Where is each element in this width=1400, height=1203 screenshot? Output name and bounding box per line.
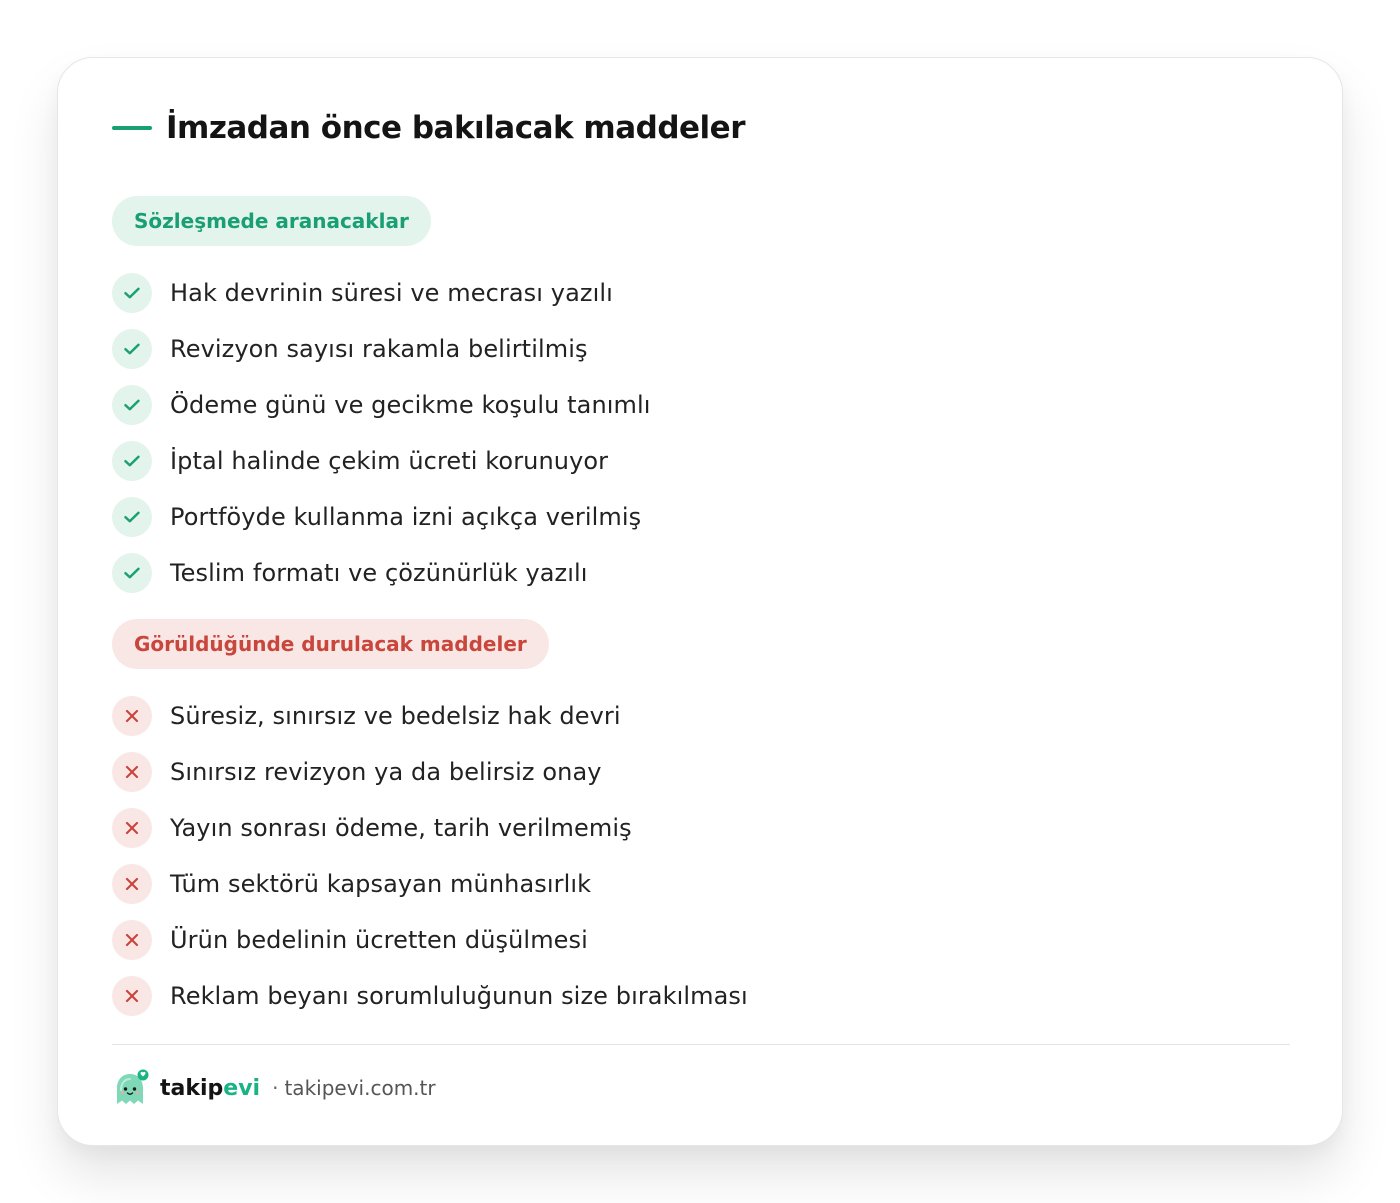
good-items-list xyxy=(112,265,651,601)
page-title: İmzadan önce bakılacak maddeler xyxy=(166,110,745,146)
brand-name-part2: evi xyxy=(223,1075,261,1101)
ghost-mascot-icon xyxy=(112,1068,150,1108)
bad-list-item xyxy=(112,856,748,912)
bad-item-text: Reklam beyanı sorumluluğunun size bırakılması xyxy=(170,982,748,1010)
check-icon xyxy=(112,273,152,313)
bad-list-item xyxy=(112,800,748,856)
good-item-text: İptal halinde çekim ücreti korunuyor xyxy=(170,447,609,475)
good-list-item xyxy=(112,489,651,545)
footer xyxy=(112,1066,436,1110)
bad-list-item xyxy=(112,912,748,968)
bad-list-item xyxy=(112,688,748,744)
footer-separator: · xyxy=(272,1076,279,1100)
footer-divider xyxy=(112,1044,1290,1045)
good-item-text: Revizyon sayısı rakamla belirtilmiş xyxy=(170,335,588,363)
bad-list-item xyxy=(112,744,748,800)
title-accent-bar xyxy=(112,126,152,130)
website-url[interactable]: takipevi.com.tr xyxy=(284,1076,436,1100)
good-list-item xyxy=(112,377,651,433)
x-icon xyxy=(112,752,152,792)
bad-list-item xyxy=(112,968,748,1024)
good-item-text: Hak devrinin süresi ve mecrası yazılı xyxy=(170,279,613,307)
brand-name-part1: takip xyxy=(160,1075,224,1101)
x-icon xyxy=(112,920,152,960)
title-row xyxy=(112,106,745,150)
bad-item-text: Süresiz, sınırsız ve bedelsiz hak devri xyxy=(170,702,621,730)
x-icon xyxy=(112,976,152,1016)
x-icon xyxy=(112,808,152,848)
good-list-item xyxy=(112,433,651,489)
good-item-text: Teslim formatı ve çözünürlük yazılı xyxy=(170,559,588,587)
check-icon xyxy=(112,553,152,593)
good-list-item xyxy=(112,321,651,377)
bad-items-list xyxy=(112,688,748,1024)
x-icon xyxy=(112,864,152,904)
bad-item-text: Yayın sonrası ödeme, tarih verilmemiş xyxy=(170,814,632,842)
good-item-text: Portföyde kullanma izni açıkça verilmiş xyxy=(170,503,642,531)
bad-item-text: Tüm sektörü kapsayan münhasırlık xyxy=(170,870,592,898)
check-icon xyxy=(112,329,152,369)
good-list-item xyxy=(112,265,651,321)
check-icon xyxy=(112,441,152,481)
good-section-label: Sözleşmede aranacaklar xyxy=(112,196,431,246)
check-icon xyxy=(112,497,152,537)
checklist-card xyxy=(57,57,1343,1146)
good-list-item xyxy=(112,545,651,601)
check-icon xyxy=(112,385,152,425)
good-item-text: Ödeme günü ve gecikme koşulu tanımlı xyxy=(170,391,651,419)
bad-item-text: Sınırsız revizyon ya da belirsiz onay xyxy=(170,758,602,786)
bad-item-text: Ürün bedelinin ücretten düşülmesi xyxy=(170,926,588,954)
bad-section-label: Görüldüğünde durulacak maddeler xyxy=(112,619,549,669)
x-icon xyxy=(112,696,152,736)
